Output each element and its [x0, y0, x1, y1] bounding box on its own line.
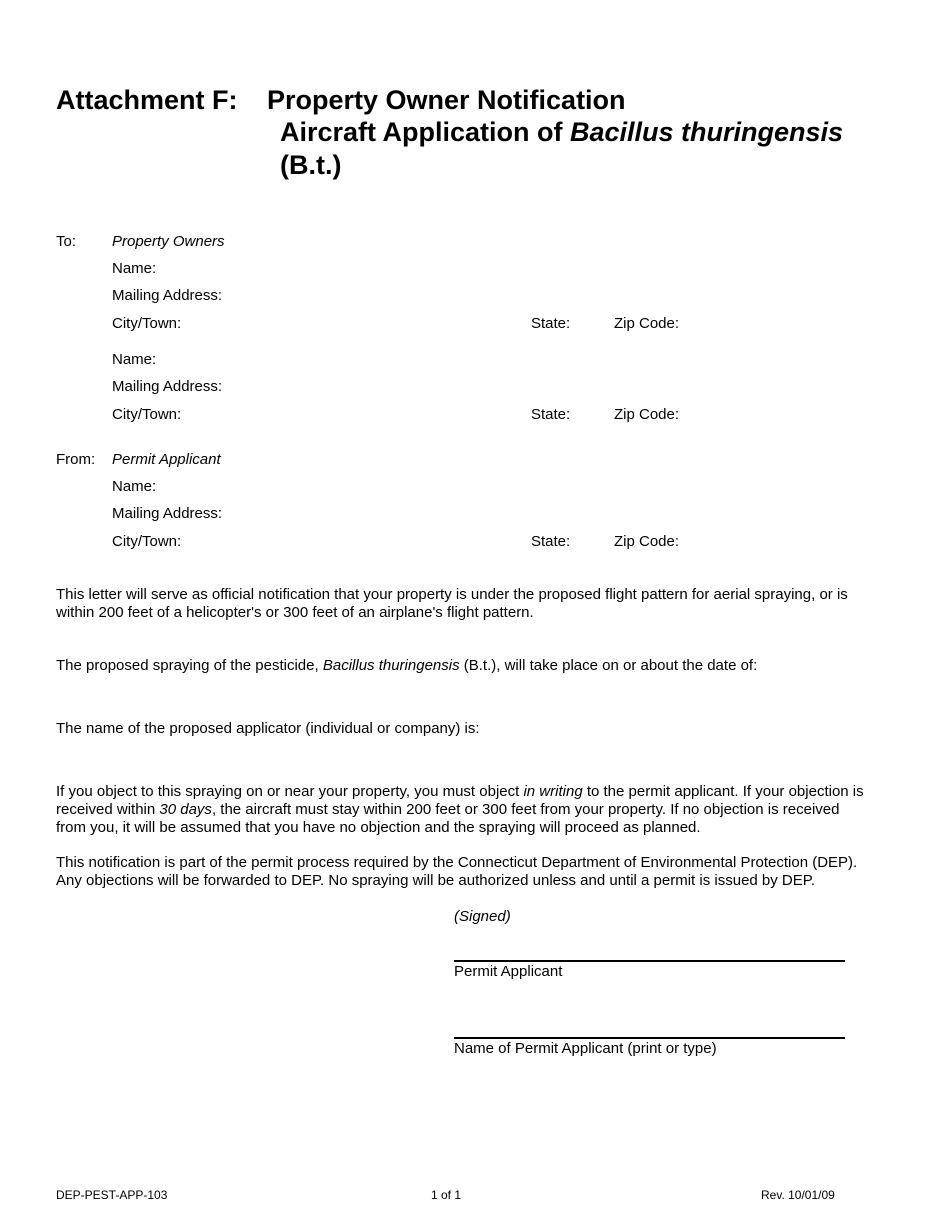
- owner-1-city-label: City/Town:: [112, 315, 182, 332]
- permit-line-2: Any objections will be forwarded to DEP. No spraying will be authorized unless and until a permit is issued by DEP.: [56, 872, 816, 889]
- objection-l1-b: in writing: [523, 783, 583, 800]
- attachment-label: Attachment F:: [56, 85, 238, 115]
- owner-2-address-label: Mailing Address:: [112, 378, 223, 395]
- objection-line-2: [56, 801, 901, 819]
- permit-process-paragraph: [56, 854, 901, 890]
- spray-date-paragraph: [56, 657, 901, 675]
- title-line-3: (B.t.): [280, 150, 342, 180]
- applicant-address-label: Mailing Address:: [112, 505, 223, 522]
- permit-line-1: This notification is part of the permit process required by the Connecticut Department of Environmental Protection (DEP).: [56, 854, 858, 871]
- permit-applicant-label: Permit Applicant: [454, 963, 563, 980]
- notice-line-1: This letter will serve as official notification that your property is under the proposed flight pattern for aerial spraying, or is: [56, 586, 848, 603]
- page-number: 1 of 1: [431, 1188, 462, 1202]
- title-line-1: Property Owner Notification: [267, 85, 626, 115]
- permit-applicant-heading: Permit Applicant: [112, 451, 221, 468]
- owner-1-state-label: State:: [531, 315, 571, 332]
- signature-line[interactable]: [454, 960, 845, 962]
- to-label: To:: [56, 233, 77, 250]
- spray-suffix: (B.t.), will take place on or about the date of:: [459, 657, 758, 674]
- property-owners-heading: Property Owners: [112, 233, 225, 250]
- notification-paragraph: [56, 586, 901, 622]
- spray-prefix: The proposed spraying of the pesticide,: [56, 657, 323, 674]
- applicant-state-label: State:: [531, 533, 571, 550]
- objection-paragraph: [56, 783, 901, 837]
- title-species: Bacillus thuringensis: [570, 117, 844, 147]
- owner-2-zip-label: Zip Code:: [614, 406, 680, 423]
- objection-l2-c: , the aircraft must stay within 200 feet or 300 feet from your property. If no objection is received: [211, 801, 840, 818]
- objection-l2-b: 30 days: [159, 801, 212, 818]
- objection-line-3: from you, it will be assumed that you have no objection and the spraying will proceed as planned.: [56, 819, 701, 836]
- owner-1-name-label: Name:: [112, 260, 157, 277]
- form-id: DEP-PEST-APP-103: [56, 1188, 168, 1202]
- objection-line-1: [56, 783, 901, 801]
- objection-l1-c: to the permit applicant. If your objection is: [582, 783, 864, 800]
- revision-date: Rev. 10/01/09: [761, 1188, 835, 1202]
- notice-line-2: within 200 feet of a helicopter's or 300 feet of an airplane's flight pattern.: [56, 604, 534, 621]
- owner-1-address-label: Mailing Address:: [112, 287, 223, 304]
- signed-label: (Signed): [454, 908, 511, 925]
- owner-2-state-label: State:: [531, 406, 571, 423]
- print-name-label: Name of Permit Applicant (print or type): [454, 1040, 717, 1057]
- owner-2-city-label: City/Town:: [112, 406, 182, 423]
- print-name-line[interactable]: [454, 1037, 845, 1039]
- applicant-name-label: Name:: [112, 478, 157, 495]
- applicator-paragraph: The name of the proposed applicator (individual or company) is:: [56, 720, 480, 737]
- applicant-zip-label: Zip Code:: [614, 533, 680, 550]
- spray-species: Bacillus thuringensis: [322, 657, 460, 674]
- owner-1-zip-label: Zip Code:: [614, 315, 680, 332]
- owner-2-name-label: Name:: [112, 351, 157, 368]
- objection-l1-a: If you object to this spraying on or near your property, you must object: [56, 783, 524, 800]
- applicant-city-label: City/Town:: [112, 533, 182, 550]
- objection-l2-a: received within: [56, 801, 160, 818]
- title-prefix: Aircraft Application of: [280, 117, 571, 147]
- title-line-2: [280, 116, 843, 149]
- from-label: From:: [56, 451, 96, 468]
